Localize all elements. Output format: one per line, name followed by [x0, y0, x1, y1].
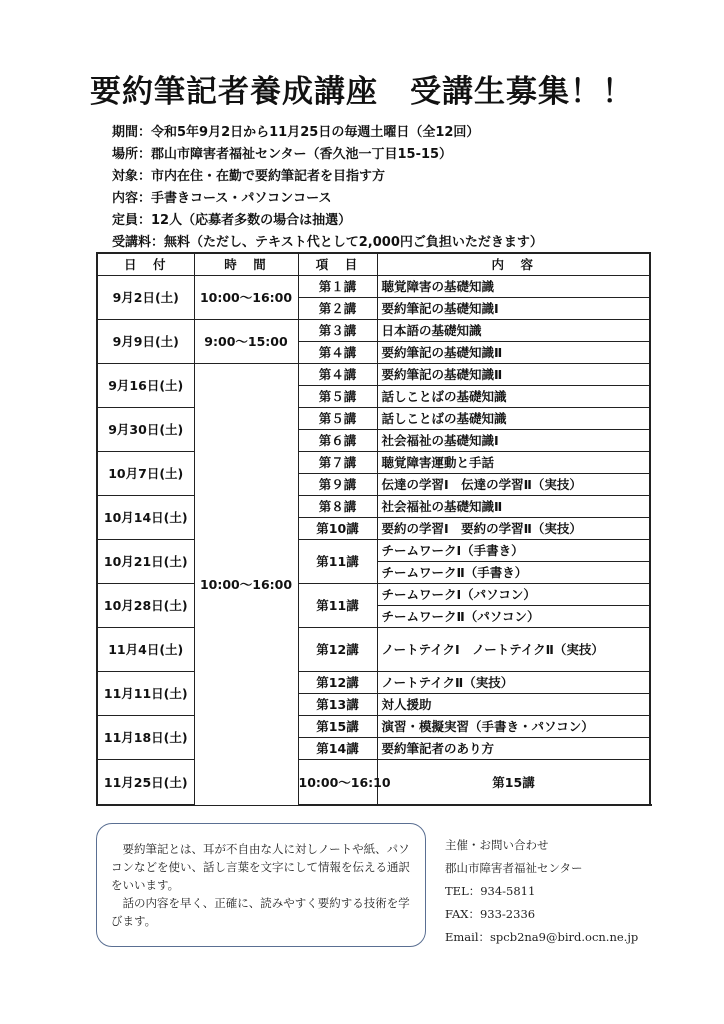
table-row	[97, 452, 650, 474]
description-text: 要約筆記とは、耳が不自由な人に対しノートや紙、パソコンなどを使い、話し言葉を文字にして情報を伝える通訳をいいます。	[111, 842, 410, 892]
date-cell: 11月18日(土)	[97, 716, 194, 760]
content-cell: 要約筆記の基礎知識Ⅱ	[377, 342, 650, 364]
info-venue: 場所：郡山市障害者福祉センター（香久池一丁目15-15）	[112, 147, 453, 162]
content-cell: 話しことばの基礎知識	[377, 386, 650, 408]
info-fee: 受講料：無料（ただし、テキスト代として2,000円ご負担いただきます）	[112, 235, 543, 250]
content-cell: 要約筆記の基礎知識Ⅱ	[377, 364, 650, 386]
page-title: 要約筆記者養成講座 受講生募集！！	[90, 74, 634, 110]
content-cell: 伝達の学習Ⅰ 伝達の学習Ⅱ（実技）	[377, 474, 650, 496]
table-row	[97, 320, 650, 342]
item-cell: 第７講	[298, 452, 377, 474]
content-cell: チームワークⅡ（手書き）	[377, 562, 650, 584]
date-cell: 10月28日(土)	[97, 584, 194, 628]
content-cell: 日本語の基礎知識	[377, 320, 650, 342]
item-cell: 第４講	[298, 342, 377, 364]
table-header-row	[97, 253, 650, 276]
date-cell: 9月16日(土)	[97, 364, 194, 408]
time-cell: 10:00～16:00	[194, 276, 298, 320]
date-cell: 10月7日(土)	[97, 452, 194, 496]
table-row	[97, 672, 650, 694]
table-row	[97, 760, 650, 806]
table-row	[97, 584, 650, 606]
schedule-table	[96, 252, 651, 806]
header-content: 内 容	[377, 253, 650, 276]
item-cell: 第12講	[298, 628, 377, 672]
date-cell: 9月2日(土)	[97, 276, 194, 320]
contact-tel: TEL：934-5811	[445, 884, 536, 898]
item-cell: 第２講	[298, 298, 377, 320]
content-cell: 対人援助	[377, 694, 650, 716]
header-date: 日 付	[97, 253, 194, 276]
item-cell: 第13講	[298, 694, 377, 716]
date-cell: 10月14日(土)	[97, 496, 194, 540]
date-cell: 11月25日(土)	[97, 760, 194, 806]
item-cell: 第６講	[298, 430, 377, 452]
contact-email: Email：spcb2na9@bird.ocn.ne.jp	[445, 930, 639, 944]
info-period: 期間：令和5年9月2日から11月25日の毎週土曜日（全12回）	[112, 125, 480, 140]
table-row	[97, 408, 650, 430]
content-cell: 演習・模擬実習（手書き・パソコン）	[377, 716, 650, 738]
info-target: 対象：市内在住・在勤で要約筆記者を目指す方	[112, 169, 386, 184]
table-row	[97, 540, 650, 562]
contact-organizer: 郡山市障害者福祉センター	[445, 861, 583, 875]
item-cell: 第１講	[298, 276, 377, 298]
content-cell: チームワークⅠ（手書き）	[377, 540, 650, 562]
item-cell: 第５講	[298, 408, 377, 430]
item-cell: 第11講	[298, 540, 377, 584]
date-cell: 9月30日(土)	[97, 408, 194, 452]
content-cell: 聴覚障害運動と手話	[377, 452, 650, 474]
content-cell: 要約筆記者のあり方	[377, 738, 650, 760]
content-cell: 社会福祉の基礎知識Ⅱ	[377, 496, 650, 518]
content-cell: 話しことばの基礎知識	[377, 408, 650, 430]
description-text: 話の内容を早く、正確に、読みやすく要約する技術を学びます。	[111, 896, 410, 928]
item-cell: 第12講	[298, 672, 377, 694]
time-cell: 9:00～15:00	[194, 320, 298, 364]
item-cell: 第15講	[298, 716, 377, 738]
info-content: 内容：手書きコース・パソコンコース	[112, 191, 332, 206]
date-cell: 9月9日(土)	[97, 320, 194, 364]
content-cell: ノートテイクⅡ（実技）	[377, 672, 650, 694]
item-cell: 第15講	[377, 760, 650, 806]
table-row	[97, 716, 650, 738]
info-capacity: 定員：12人（応募者多数の場合は抽選）	[112, 213, 352, 228]
item-cell: 第９講	[298, 474, 377, 496]
content-cell: チームワークⅠ（パソコン）	[377, 584, 650, 606]
header-time: 時 間	[194, 253, 298, 276]
contact-heading: 主催・お問い合わせ	[445, 838, 549, 852]
item-cell: 第８講	[298, 496, 377, 518]
item-cell: 第５講	[298, 386, 377, 408]
item-cell: 第10講	[298, 518, 377, 540]
content-cell: 社会福祉の基礎知識Ⅰ	[377, 430, 650, 452]
contact-fax: FAX：933-2336	[445, 907, 536, 921]
contact-info	[445, 834, 715, 949]
item-cell: 第11講	[298, 584, 377, 628]
table-row	[97, 628, 650, 672]
content-cell: チームワークⅡ（パソコン）	[377, 606, 650, 628]
header-item: 項 目	[298, 253, 377, 276]
date-cell: 11月4日(土)	[97, 628, 194, 672]
content-cell: 要約の学習Ⅰ 要約の学習Ⅱ（実技）	[377, 518, 650, 540]
date-cell: 10月21日(土)	[97, 540, 194, 584]
table-row	[97, 364, 650, 386]
content-cell: ノートテイクⅠ ノートテイクⅡ（実技）	[377, 628, 650, 672]
content-cell: 聴覚障害の基礎知識	[377, 276, 650, 298]
item-cell: 第４講	[298, 364, 377, 386]
content-cell: 要約筆記の基礎知識Ⅰ	[377, 298, 650, 320]
table-row	[97, 276, 650, 298]
table-row	[97, 496, 650, 518]
item-cell: 第３講	[298, 320, 377, 342]
time-cell: 10:00～16:00	[194, 364, 298, 806]
time-cell: 10:00～16:10	[298, 760, 377, 806]
event-details	[112, 122, 702, 254]
description-box	[96, 823, 426, 947]
date-cell: 11月11日(土)	[97, 672, 194, 716]
item-cell: 第14講	[298, 738, 377, 760]
